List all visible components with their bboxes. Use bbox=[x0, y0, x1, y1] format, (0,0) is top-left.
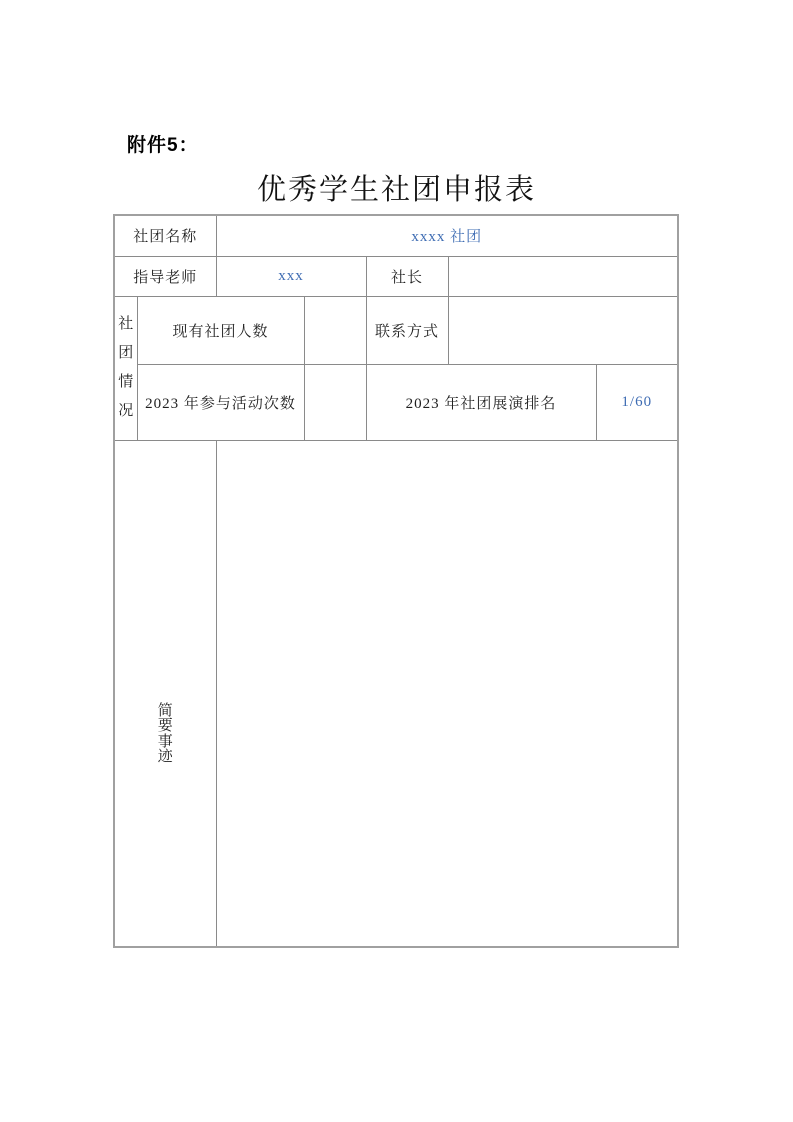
attachment-label: 附件5： bbox=[127, 135, 199, 156]
club-info-vertical-label-text: 社团情况 bbox=[118, 316, 134, 419]
ranking-label-cell: 2023 年社团展演排名 bbox=[366, 364, 596, 440]
table-row bbox=[114, 215, 678, 256]
table-row bbox=[114, 296, 678, 364]
activity-count-label-cell: 2023 年参与活动次数 bbox=[137, 364, 304, 440]
brief-deeds-label-cell bbox=[114, 440, 216, 947]
member-count-value-cell[interactable] bbox=[304, 296, 366, 364]
club-info-vertical-label bbox=[114, 296, 137, 440]
table-row bbox=[114, 440, 678, 947]
advisor-label-cell: 指导老师 bbox=[114, 256, 216, 296]
table-row bbox=[114, 256, 678, 296]
contact-value-cell[interactable] bbox=[448, 296, 678, 364]
president-value-cell[interactable] bbox=[448, 256, 678, 296]
club-application-table bbox=[113, 214, 679, 948]
brief-deeds-vertical-label-text: 简要事迹 bbox=[157, 702, 173, 766]
page-title: 优秀学生社团申报表 bbox=[256, 174, 536, 206]
club-name-value-cell[interactable]: xxxx 社团 bbox=[216, 215, 678, 256]
brief-deeds-content-cell[interactable] bbox=[216, 440, 678, 947]
contact-label-cell: 联系方式 bbox=[366, 296, 448, 364]
advisor-value-cell[interactable]: xxx bbox=[216, 256, 366, 296]
ranking-value-cell[interactable]: 1/60 bbox=[596, 364, 678, 440]
activity-count-value-cell[interactable] bbox=[304, 364, 366, 440]
table-row bbox=[114, 364, 678, 440]
president-label-cell: 社长 bbox=[366, 256, 448, 296]
club-name-label-cell: 社团名称 bbox=[114, 215, 216, 256]
member-count-label-cell: 现有社团人数 bbox=[137, 296, 304, 364]
